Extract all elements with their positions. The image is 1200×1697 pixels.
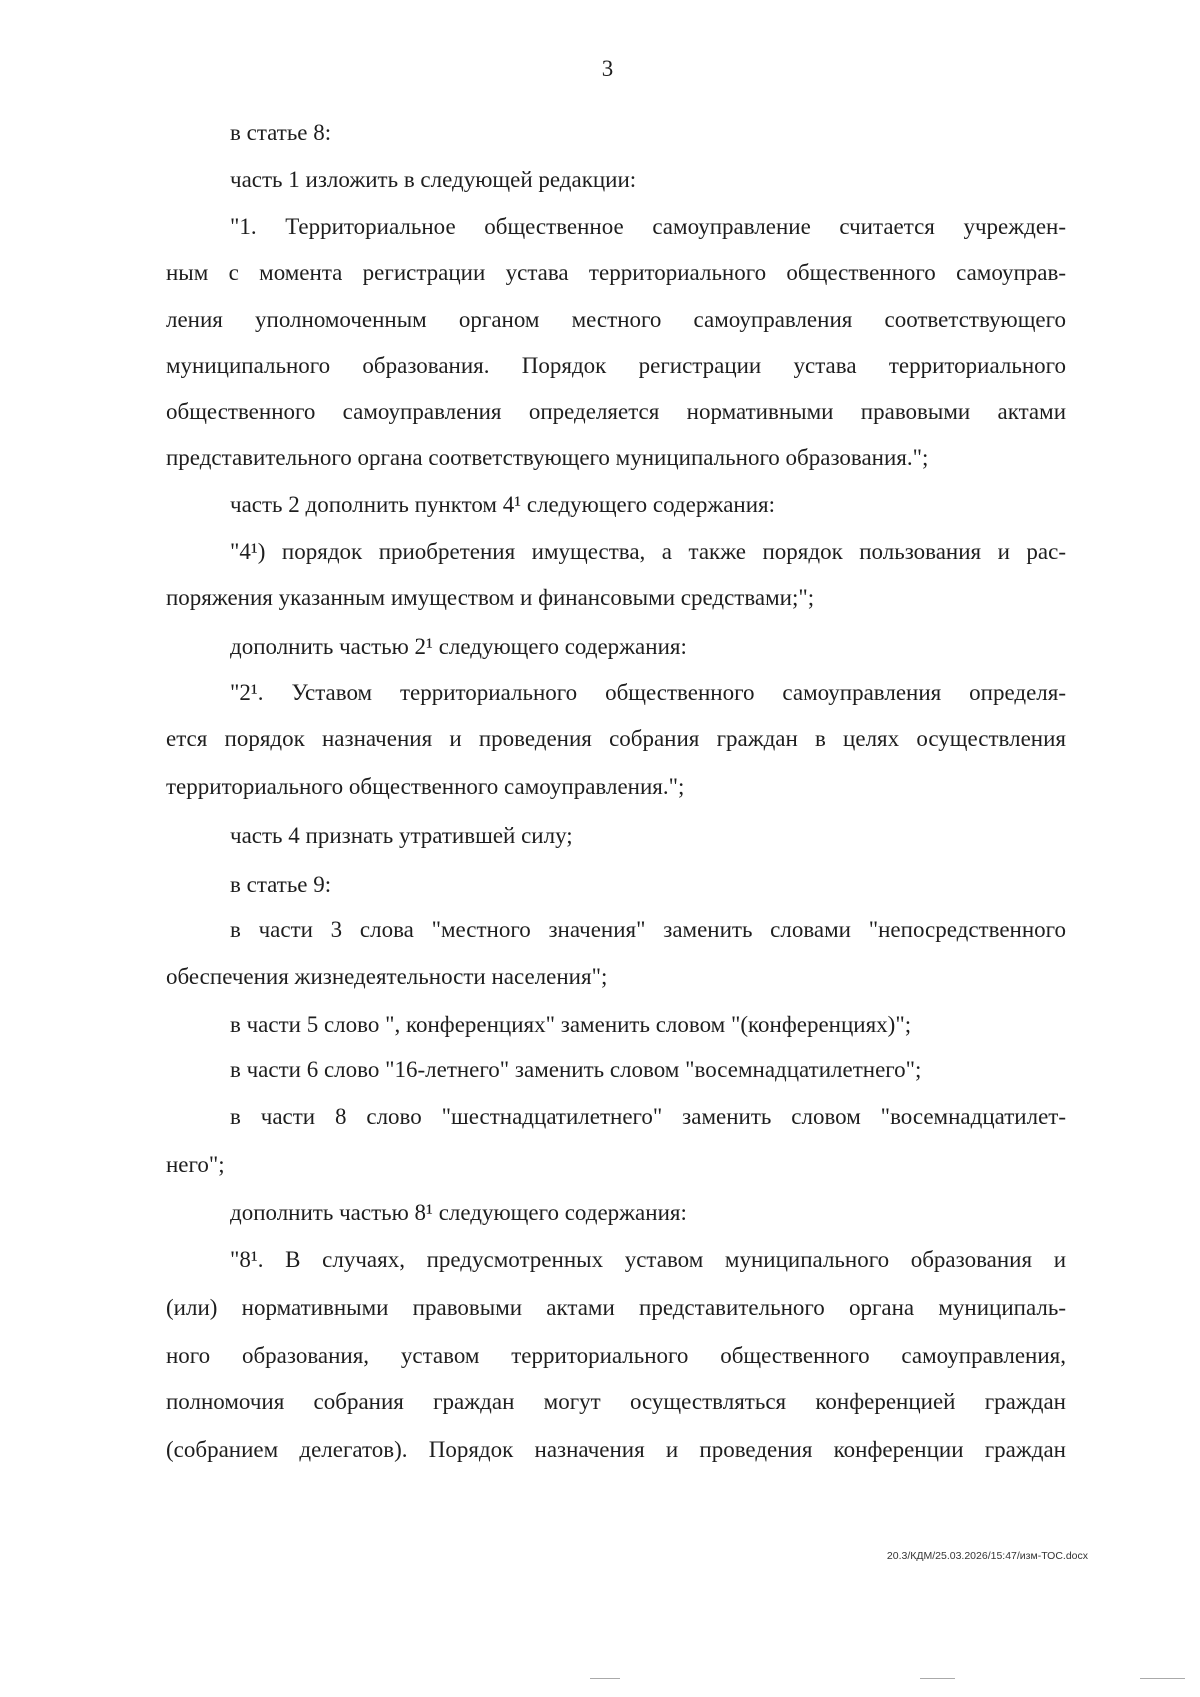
text-line: дополнить частью 8¹ следующего содержания: xyxy=(230,1200,687,1225)
page-number: 3 xyxy=(601,56,614,81)
text-line: "2¹. Уставом территориального общественного самоуправления определя- xyxy=(230,680,1066,705)
text-line: него"; xyxy=(166,1152,225,1177)
text-line: обеспечения жизнедеятельности населения"; xyxy=(166,964,608,989)
text-line: представительного органа соответствующего муниципального образования."; xyxy=(166,445,929,470)
text-line: часть 2 дополнить пунктом 4¹ следующего содержания: xyxy=(230,492,776,517)
scan-artifact xyxy=(1140,1678,1185,1679)
text-line: (собранием делегатов). Порядок назначения и проведения конференции граждан xyxy=(166,1437,1066,1462)
text-line: часть 1 изложить в следующей редакции: xyxy=(230,167,637,192)
text-line: ется порядок назначения и проведения собрания граждан в целях осуществления xyxy=(166,726,1066,751)
text-line: (или) нормативными правовыми актами представительного органа муниципаль- xyxy=(166,1295,1066,1320)
scan-artifact xyxy=(920,1678,955,1679)
text-line: поряжения указанным имуществом и финансовыми средствами;"; xyxy=(166,585,815,610)
text-line: в части 5 слово ", конференциях" заменить словом "(конференциях)"; xyxy=(230,1012,912,1037)
text-line: в статье 9: xyxy=(230,872,332,897)
text-line: в части 8 слово "шестнадцатилетнего" заменить словом "восемнадцатилет- xyxy=(230,1104,1066,1129)
text-line: "4¹) порядок приобретения имущества, а также порядок пользования и рас- xyxy=(230,539,1066,564)
text-line: полномочия собрания граждан могут осуществляться конференцией граждан xyxy=(166,1389,1066,1414)
text-line: в статье 8: xyxy=(230,120,332,145)
scan-artifact xyxy=(590,1678,620,1679)
text-line: муниципального образования. Порядок регистрации устава территориального xyxy=(166,353,1066,378)
text-line: ления уполномоченным органом местного самоуправления соответствующего xyxy=(166,307,1066,332)
text-line: общественного самоуправления определяется нормативными правовыми актами xyxy=(166,399,1066,424)
text-line: "8¹. В случаях, предусмотренных уставом муниципального образования и xyxy=(230,1247,1066,1272)
text-line: часть 4 признать утратившей силу; xyxy=(230,823,573,848)
document-footer: 20.3/КДМ/25.03.2026/15:47/изм-ТОС.docx xyxy=(886,1550,1088,1562)
text-line: ного образования, уставом территориального общественного самоуправления, xyxy=(166,1343,1066,1368)
text-line: "1. Территориальное общественное самоуправление считается учрежден- xyxy=(230,214,1066,239)
text-line: в части 6 слово "16-летнего" заменить словом "восемнадцатилетнего"; xyxy=(230,1057,922,1082)
text-line: территориального общественного самоуправления."; xyxy=(166,774,685,799)
text-line: в части 3 слова "местного значения" заменить словами "непосредственного xyxy=(230,917,1066,942)
text-line: ным с момента регистрации устава территориального общественного самоуправ- xyxy=(166,260,1066,285)
text-line: дополнить частью 2¹ следующего содержания: xyxy=(230,634,687,659)
